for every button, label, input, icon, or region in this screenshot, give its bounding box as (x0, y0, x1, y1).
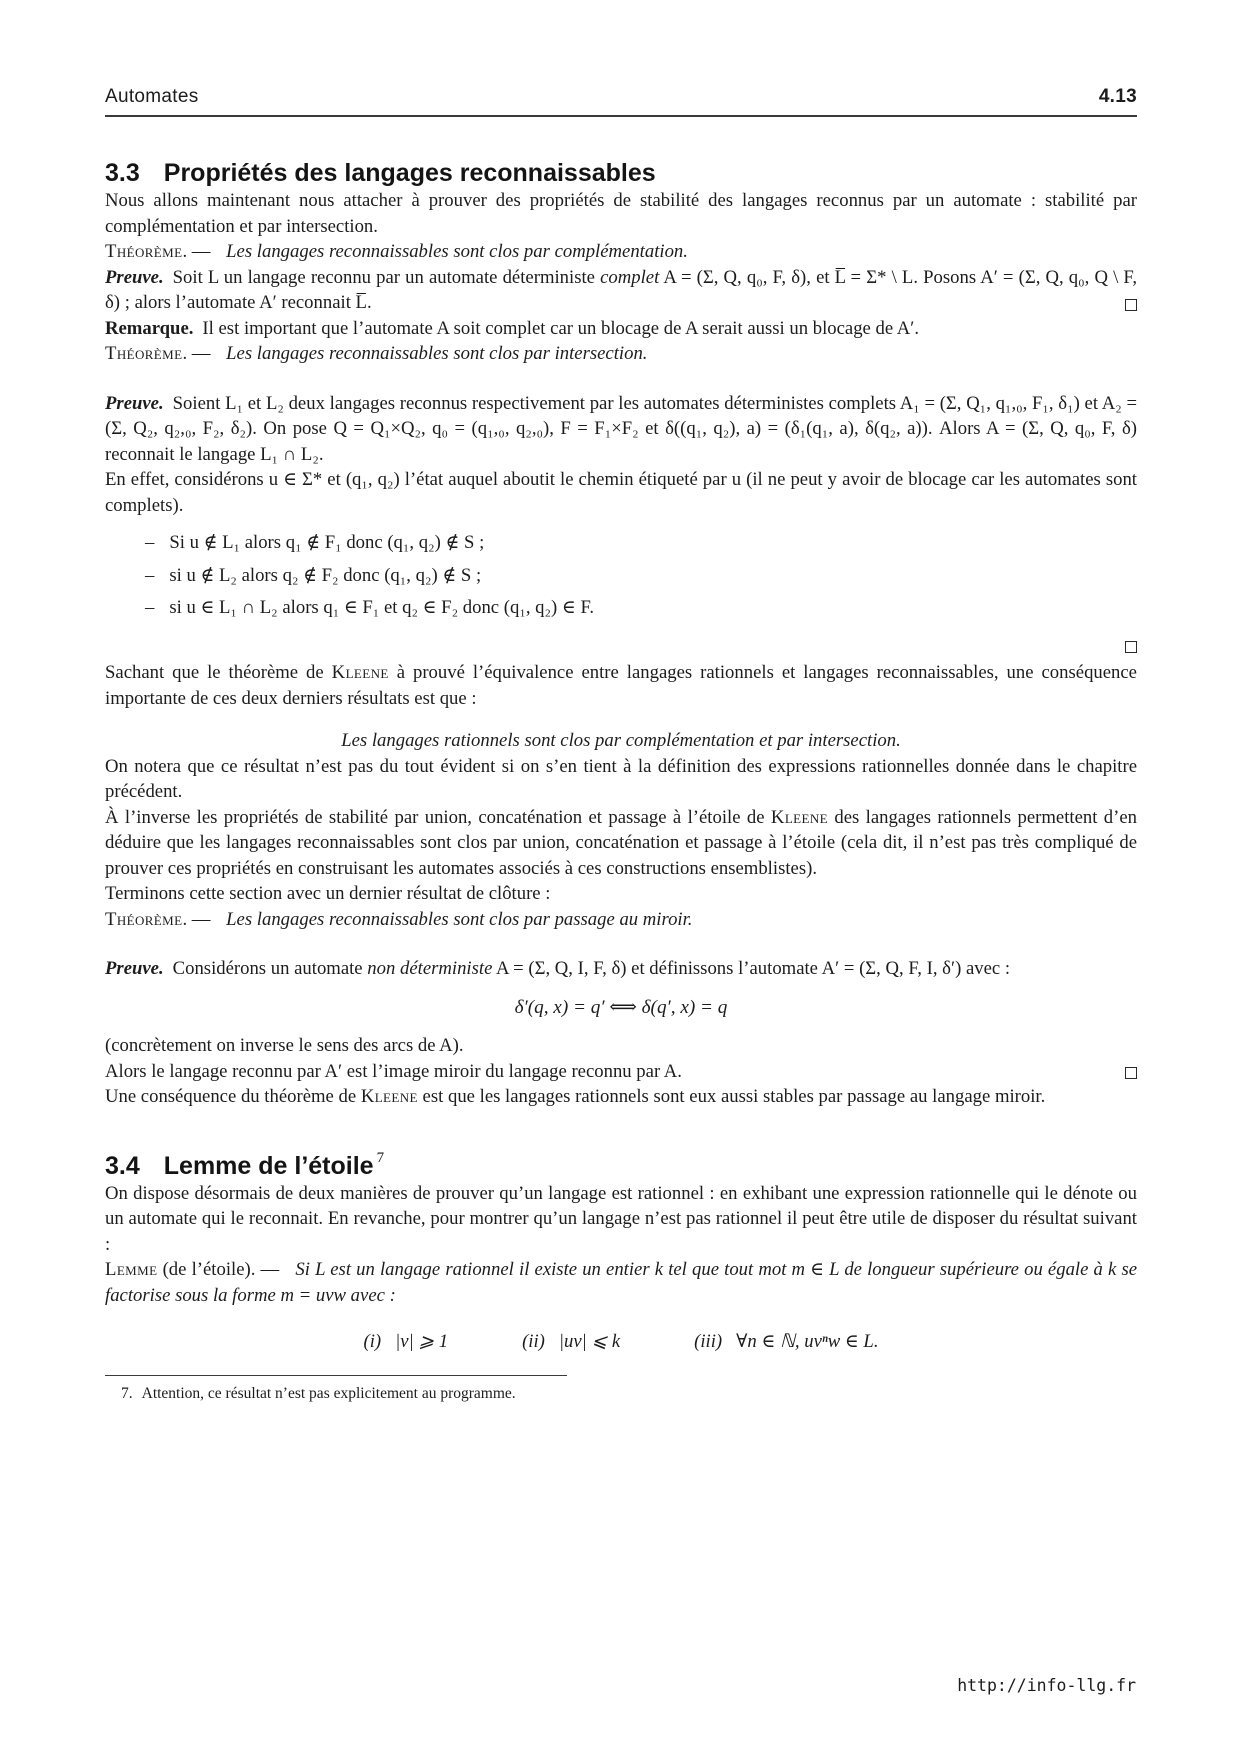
proof-paragraph-2: En effet, considérons u ∈ Σ* et (q₁, q₂) l’état auquel aboutit le chemin étiqueté par u (il ne peut y avoir de blocage car les automates sont complets). (105, 469, 1137, 516)
paragraph-dispose: On dispose désormais de deux manières de prouver qu’un langage est rationnel : en exhibant une expression rationnelle qui le dénote ou un automate qui le reconnait. En revanche, pour montrer qu’un langage n’est pas rationnel il peut être utile de disposer du résultat suivant : (105, 1182, 1137, 1255)
proof-text-3: Alors le langage reconnu par A′ est l’image miroir du langage reconnu par A. (105, 1060, 682, 1082)
proof-text-2: A = (Σ, Q, q₀, F, δ), et L̅ = Σ* \ L. Posons A′ = (Σ, Q, q₀, Q \ F, δ) ; alors l’automate A′ reconnait L̅. (105, 266, 1137, 313)
condition-expr: ∀n ∈ ℕ, uvⁿw ∈ L. (736, 1331, 879, 1352)
proof-text: Considérons un automate (172, 958, 368, 979)
display-formula: δ′(q, x) = q′ ⟺ δ(q′, x) = q (514, 996, 728, 1018)
star-lemma (105, 1257, 1137, 1308)
section-number: 3.3 (105, 159, 140, 187)
proof-paragraph-1 (105, 956, 1137, 982)
proof-text: Soit L un langage reconnu par un automate déterministe (172, 266, 601, 288)
proof-paragraph-1 (105, 391, 1137, 468)
footnote-text: Attention, ce résultat n’est pas explicitement au programme. (141, 1384, 516, 1402)
paragraph-mirror-consequence (105, 1084, 1137, 1110)
paragraph-intro: Nous allons maintenant nous attacher à prouver des propriétés de stabilité des langages reconnus par un automate : stabilité par complémentation et par intersection. (105, 190, 1137, 237)
qed-square-icon (1125, 299, 1137, 311)
kleene-smallcaps: Kleene (360, 1086, 418, 1107)
lemma-statement: Si L est un langage rationnel il existe un entier k tel que tout mot m ∈ L de longueur supérieure ou égale à k se factorise sous la forme m = uvw avec : (105, 1259, 1138, 1306)
footer-url[interactable]: http://info-llg.fr (957, 1676, 1136, 1695)
kleene-smallcaps: Kleene (331, 662, 389, 683)
proof-label: Preuve. (105, 958, 164, 979)
text: à prouvé l’équivalence entre langages rationnels et langages reconnaissables, une conséquence importante de ces deux derniers résultats est que : (105, 662, 1137, 709)
list-item-text: Si u ∉ L₁ alors q₁ ∉ F₁ donc (q₁, q₂) ∉ S ; (169, 532, 485, 553)
theorem-label: Théorème (105, 343, 183, 364)
proof-intersection (105, 391, 1137, 661)
list-item (145, 563, 1137, 589)
dash-bullet: – (145, 597, 155, 618)
theorem-intersection (105, 341, 1137, 367)
running-header-title: Automates (105, 86, 199, 107)
paragraph-notera: On notera que ce résultat n’est pas du tout évident si on s’en tient à la définition des expressions rationnelles donnée dans le chapitre précédent. (105, 755, 1137, 802)
remark-text: Il est important que l’automate A soit complet car un blocage de A serait aussi un blocage de A′. (202, 317, 920, 339)
qed-line (105, 635, 1137, 661)
remark (105, 316, 1137, 342)
condition-ii (522, 1329, 620, 1355)
theorem-label: Théorème (105, 241, 183, 262)
list-item (145, 595, 1137, 621)
proof-text-2: A = (Σ, Q, I, F, δ) et définissons l’automate A′ = (Σ, Q, F, I, δ′) avec : (492, 958, 1011, 979)
section-heading-3-4 (105, 1152, 1137, 1181)
list-item-text: si u ∉ L₂ alors q₂ ∉ F₂ donc (q₁, q₂) ∉ S ; (169, 564, 482, 586)
proof-italic-word: complet (600, 266, 660, 288)
text: Sachant que le théorème de (105, 662, 332, 683)
condition-i (364, 1329, 449, 1355)
theorem-statement: Les langages reconnaissables sont clos par passage au miroir. (226, 908, 693, 930)
text: Une conséquence du théorème de (105, 1086, 361, 1107)
proof-line-3 (105, 1059, 1137, 1085)
paragraph-inverse (105, 805, 1137, 882)
proof-italic-words: non déterministe (367, 958, 493, 979)
section-title: Propriétés des langages reconnaissables (163, 159, 656, 187)
footnote-number: 7. (121, 1384, 133, 1402)
section-heading-3-3 (105, 159, 1137, 188)
list-item (145, 530, 1137, 556)
condition-expr: |uv| ⩽ k (558, 1331, 621, 1352)
dash-bullet: – (145, 532, 155, 553)
section-number: 3.4 (105, 1151, 140, 1180)
footnote-marker: 7 (376, 1150, 385, 1167)
centered-statement: Les langages rationnels sont clos par complémentation et par intersection. (341, 730, 901, 751)
condition-expr: |v| ⩾ 1 (395, 1331, 449, 1352)
running-header (105, 0, 1137, 117)
paragraph-terminons: Terminons cette section avec un dernier résultat de clôture : (105, 883, 551, 904)
page-content (105, 0, 1137, 1404)
page-number: 4.13 (1098, 86, 1137, 107)
remark-label: Remarque. (105, 317, 194, 339)
proof-line-2: (concrètement on inverse le sens des arcs de A). (105, 1035, 464, 1056)
lemma-label: Lemme (105, 1259, 158, 1280)
list-item-text: si u ∈ L₁ ∩ L₂ alors q₁ ∈ F₁ et q₂ ∈ F₂ donc (q₁, q₂) ∈ F. (169, 597, 595, 618)
condition-label: (iii) (694, 1331, 723, 1352)
theorem-mirror (105, 907, 1137, 933)
text: est que les langages rationnels sont eux aussi stables par passage au langage miroir. (417, 1086, 1046, 1107)
text: À l’inverse les propriétés de stabilité par union, concaténation et passage à l’étoile de (105, 806, 771, 828)
proof-label: Preuve. (105, 266, 164, 288)
proof-text: Soient L₁ et L₂ deux langages reconnus respectivement par les automates déterministes complets A₁ = (Σ, Q₁, q₁,₀, F₁, δ₁) et A₂ = (Σ, Q₂, q₂,₀, F₂, δ₂). On pose Q = Q₁×Q₂, q₀ = (q₁,₀, q₂,₀), F = F₁×F₂ et δ((q₁, q₂), a) = (δ₁(q₁, a), δ(q₂, a)). Alors A = (Σ, Q, q₀, F, δ) reconnait le langage L₁ ∩ L₂. (105, 392, 1137, 465)
condition-label: (i) (363, 1331, 382, 1352)
proof-mirror (105, 956, 1137, 1084)
theorem-statement: Les langages reconnaissables sont clos par intersection. (226, 343, 648, 364)
footnote-rule (105, 1375, 567, 1376)
lemma-conditions (105, 1329, 1137, 1355)
section-title-text: Lemme de l’étoile (163, 1151, 374, 1180)
condition-label: (ii) (522, 1331, 545, 1352)
lemma-paren: (de l’étoile). — (162, 1259, 280, 1280)
section-title (164, 1152, 384, 1181)
theorem-separator: . — (182, 241, 211, 262)
condition-iii (694, 1329, 878, 1355)
qed-square-icon (1125, 1067, 1137, 1079)
theorem-separator: . — (182, 343, 211, 364)
theorem-label: Théorème (105, 908, 183, 930)
theorem-complement (105, 239, 1137, 265)
theorem-separator: . — (182, 908, 211, 930)
dash-bullet: – (145, 564, 155, 586)
proof-label: Preuve. (105, 392, 164, 414)
paragraph-kleene-consequence (105, 660, 1137, 711)
kleene-smallcaps: Kleene (770, 806, 828, 828)
theorem-statement: Les langages reconnaissables sont clos par complémentation. (226, 241, 688, 262)
footnote (121, 1383, 1137, 1404)
qed-square-icon (1125, 641, 1137, 653)
text: des langages rationnels permettent d’en déduire que les langages reconnaissables sont clos par union, concaténation et passage à l’étoile (cela dit, il n’est pas très compliqué de prouver ces propriétés en construisant les automates associés à ces constructions ensemblistes). (105, 806, 1138, 879)
case-list (145, 530, 1137, 621)
proof-complement (105, 265, 1137, 316)
